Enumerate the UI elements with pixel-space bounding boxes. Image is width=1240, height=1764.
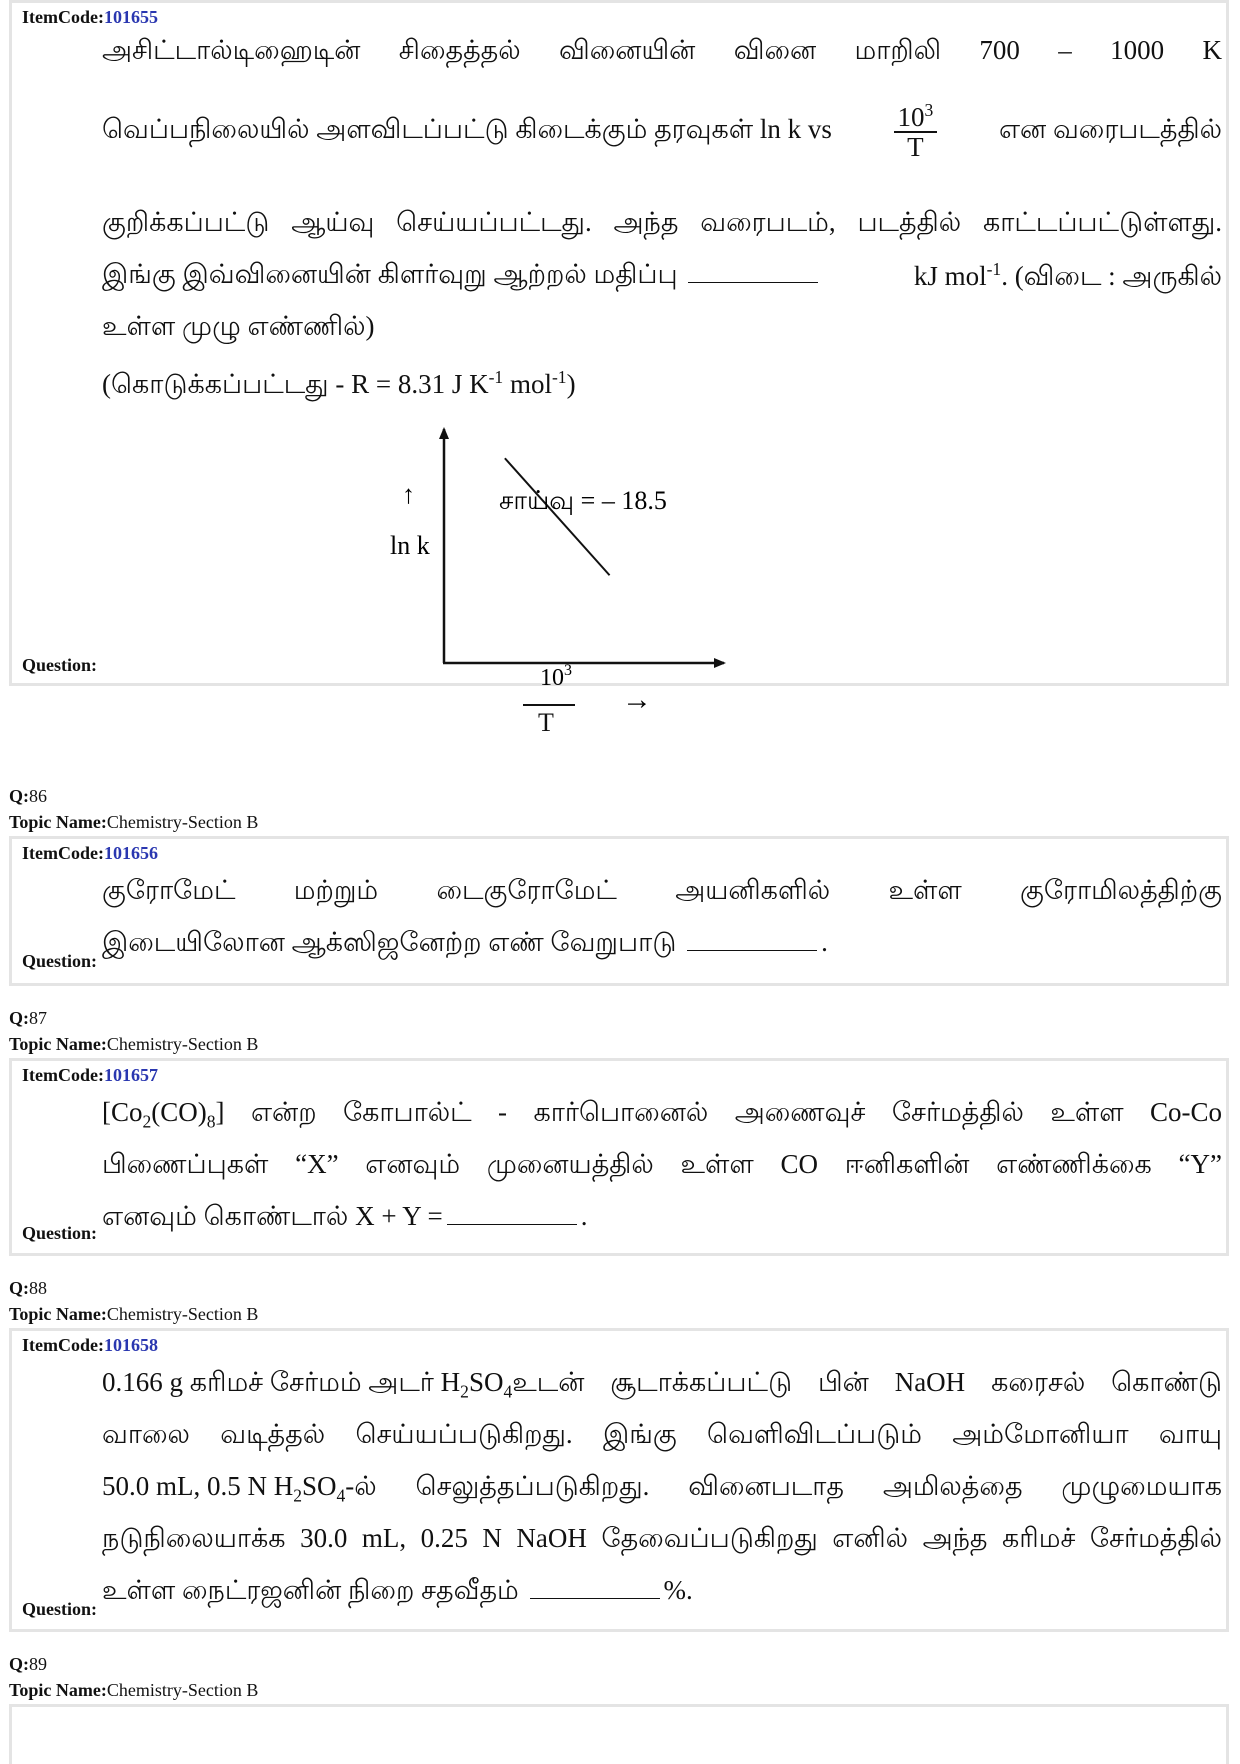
question-text-line: 0.166 g கரிமச் சேர்மம் அடர் $H_2SO_4$ உடன் சூடாக்கப்பட்டு பின் NaOH கரைசல் கொண்டு [102, 1367, 1222, 1402]
topic-name: Topic Name:Chemistry-Section B [9, 1304, 259, 1324]
question-text-line: இங்கு இவ்வினையின் கிளர்வுறு ஆற்றல் மதிப்பு kJ mol$^{-1}$. (விடை : அருகில் [102, 259, 1222, 291]
question-label: Question: [22, 951, 98, 971]
x-axis-label-frac-bar [523, 704, 575, 706]
ln-k-graph [372, 423, 732, 716]
x-axis-label-num: $10^3$ [540, 662, 572, 691]
item-code: ItemCode:101658 [22, 1335, 158, 1355]
question-text-line: உள்ள முழு எண்ணில்) [102, 311, 375, 341]
answer-blank [688, 281, 818, 283]
topic-name: Topic Name:Chemistry-Section B [9, 1680, 259, 1700]
question-number: Q:87 [9, 1008, 47, 1028]
answer-blank [530, 1597, 660, 1599]
question-card-next [9, 1704, 1229, 1764]
question-number: Q:86 [9, 786, 47, 806]
answer-blank [687, 949, 817, 951]
question-text-line: [$Co_2(CO)_8$ ] என்ற கோபால்ட் - கார்பொனைல் அணைவுச் சேர்மத்தில் உள்ள Co-Co [102, 1097, 1222, 1132]
question-text-line: அசிட்டால்டிஹைடின் சிதைத்தல் வினையின் வினை மாறிலி 700 – 1000 K [102, 35, 1222, 65]
topic-name: Topic Name:Chemistry-Section B [9, 812, 259, 832]
y-axis-label: ln k [390, 531, 430, 560]
answer-blank [447, 1223, 577, 1225]
question-number: Q:88 [9, 1278, 47, 1298]
question-card-101656 [9, 836, 1229, 986]
y-label-arrow: ↑ [402, 480, 415, 509]
question-label: Question: [22, 1223, 98, 1243]
question-text-line: உள்ள நைட்ரஜனின் நிறை சதவீதம் %. [102, 1575, 693, 1605]
question-label: Question: [22, 1599, 98, 1619]
question-text-line: 50.0 mL, 0.5 N $H_2SO_4$ -ல் செலுத்தப்படுகிறது. வினைபடாத அமிலத்தை முழுமையாக [102, 1471, 1222, 1506]
question-text-line: நடுநிலையாக்க 30.0 mL, 0.25 N NaOH தேவைப்படுகிறது எனில் அந்த கரிமச் சேர்மத்தில் [102, 1523, 1222, 1553]
x-axis-label-den: T [538, 708, 554, 737]
question-card-101657 [9, 1058, 1229, 1256]
question-text-line: வாலை வடித்தல் செய்யப்படுகிறது. இங்கு வெளிவிடப்படும் அம்மோனியா வாயு [102, 1419, 1222, 1449]
question-text-line: வெப்பநிலையில் அளவிடப்பட்டு கிடைக்கும் தரவுகள் ln k vs $\frac{10^3}{T}$ என வரைபடத்தில் [102, 100, 1222, 163]
question-number: Q:89 [9, 1654, 47, 1674]
x-label-arrow: → [622, 683, 652, 716]
question-text-line: எனவும் கொண்டால் X + Y = . [102, 1201, 588, 1231]
question-card-101658 [9, 1328, 1229, 1632]
item-code: ItemCode:101656 [22, 843, 158, 863]
fraction-10e3-over-t: $\frac{10^3}{T}$ [894, 101, 938, 162]
question-text-line: இடையிலோன ஆக்ஸிஜனேற்ற எண் வேறுபாடு . [102, 927, 828, 957]
question-text-line: பிணைப்புகள் “X” எனவும் முனையத்தில் உள்ள CO ஈனிகளின் எண்ணிக்கை “Y” [102, 1149, 1222, 1179]
question-label: Question: [22, 655, 98, 675]
question-text-line: குறிக்கப்பட்டு ஆய்வு செய்யப்பட்டது. அந்த வரைபடம், படத்தில் காட்டப்பட்டுள்ளது. [102, 207, 1222, 237]
question-text-line: குரோமேட் மற்றும் டைகுரோமேட் அயனிகளில் உள்ள குரோமிலத்திற்கு [102, 875, 1222, 905]
question-text-line: (கொடுக்கப்பட்டது - R = 8.31 J $K^{-1}$ mol$^{-1}$) [102, 367, 576, 399]
item-code: ItemCode:101655 [22, 7, 158, 27]
x-axis-label-fraction [522, 691, 602, 695]
slope-annotation: சாய்வு = – 18.5 [499, 486, 667, 515]
data-line [505, 458, 610, 575]
item-code: ItemCode:101657 [22, 1065, 158, 1085]
topic-name: Topic Name:Chemistry-Section B [9, 1034, 259, 1054]
question-card-101655 [9, 0, 1229, 716]
